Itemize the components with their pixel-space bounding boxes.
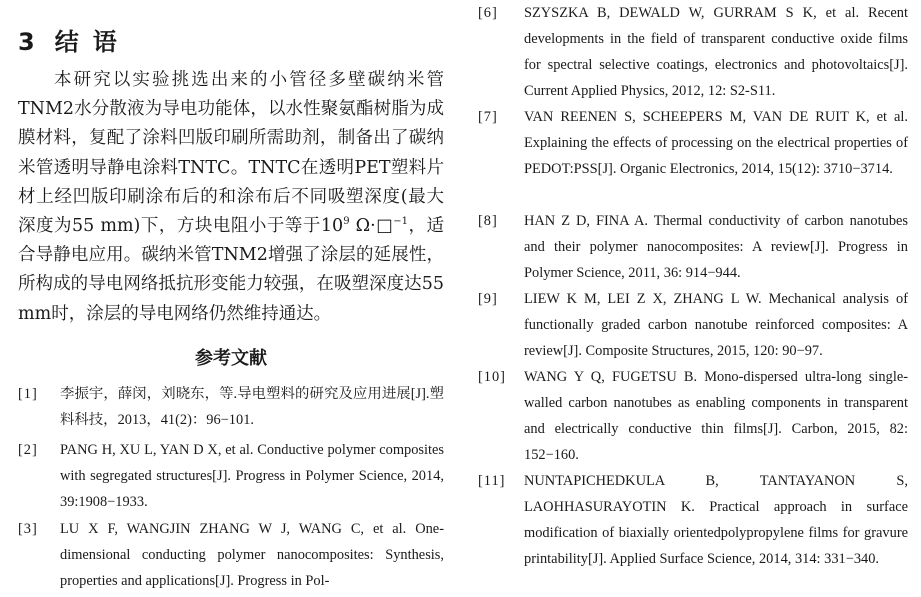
reference-index: [7] [478,109,498,125]
reference-item-2 [18,437,444,515]
reference-text: LU X F, WANGJIN ZHANG W J, WANG C, et al. One-dimensional conducting polymer nanocomposites: Synthesis, properties and applications[J]. Progress in Pol- [60,521,444,589]
reference-item-1 [18,381,444,433]
reference-item-11 [478,468,908,572]
conclusion-unit: Ω·□ [349,216,394,237]
reference-text: SZYSZKA B, DEWALD W, GURRAM S K, et al. Recent developments in the field of transparent conductive oxide films for spectral selective coatings, electronics and photovoltaics[J]. Current Applied Physics, 2012, 12: S2-S11. [524,5,908,99]
reference-text: WANG Y Q, FUGETSU B. Mono-dispersed ultra-long single-walled carbon nanotubes as enabling components in transparent and electrically conductive thin films[J]. Carbon, 2015, 82: 152−160. [524,369,908,463]
reference-index: [2] [18,442,38,458]
reference-item-8 [478,208,908,286]
reference-item-10 [478,364,908,468]
reference-index: [10] [478,369,506,385]
reference-index: [8] [478,213,498,229]
section-number: 3 [18,28,35,56]
exponent-9: 9 [343,216,350,228]
reference-index: [1] [18,386,38,402]
reference-item-7 [478,104,908,182]
reference-text: HAN Z D, FINA A. Thermal conductivity of carbon nanotubes and their polymer nanocomposites: A review[J]. Progress in Polymer Science, 2011, 36: 914−944. [524,213,908,281]
conclusion-paragraph [18,66,444,329]
reference-item-3 [18,516,444,594]
reference-text: VAN REENEN S, SCHEEPERS M, VAN DE RUIT K, et al. Explaining the effects of processing on the electrical properties of PEDOT:PSS[J]. Organic Electronics, 2014, 15(12): 3710−3714. [524,109,908,177]
references-title: 参考文献 [195,348,267,369]
reference-item-9 [478,286,908,364]
reference-item-6 [478,0,908,104]
reference-index: [9] [478,291,498,307]
reference-index: [3] [18,521,38,537]
reference-index: [6] [478,5,498,21]
section-heading [18,22,131,57]
conclusion-text-2: ，适合导静电应用。碳纳米管TNM2增强了涂层的延展性，所构成的导电网络抵抗形变能力较强，在吸塑深度达55 mm时，涂层的导电网络仍然维持通达。 [18,216,445,324]
section-title: 结语 [54,28,131,56]
reference-text: LIEW K M, LEI Z X, ZHANG L W. Mechanical analysis of functionally graded carbon nanotube reinforced composites: A review[J]. Composite Structures, 2015, 120: 90−97. [524,291,908,359]
reference-text: NUNTAPICHEDKULA B, TANTAYANON S, LAOHHASURAYOTIN K. Practical approach in surface modification of biaxially orientedpolypropylene films for gravure printability[J]. Applied Surface Science, 2014, 314: 331−340. [524,473,908,567]
reference-index: [11] [478,473,506,489]
conclusion-text-1: 本研究以实验挑选出来的小管径多壁碳纳米管TNM2水分散液为导电功能体，以水性聚氨酯树脂为成膜材料，复配了涂料凹版印刷所需助剂，制备出了碳纳米管透明导静电涂料TNTC。TNTC在透明PET塑料片材上经凹版印刷涂布后的和涂布后不同吸塑深度(最大深度为55 mm)下，方块电阻小于等于10 [18,70,444,237]
reference-text: 李振宇，薛闵，刘晓东，等.导电塑料的研究及应用进展[J].塑料科技，2013，41(2)：96−101. [60,386,444,428]
exponent-minus-1: −1 [393,216,408,228]
reference-text: PANG H, XU L, YAN D X, et al. Conductive polymer composites with segregated structures[J]. Progress in Polymer Science, 2014, 39:1908−1933. [60,442,444,510]
